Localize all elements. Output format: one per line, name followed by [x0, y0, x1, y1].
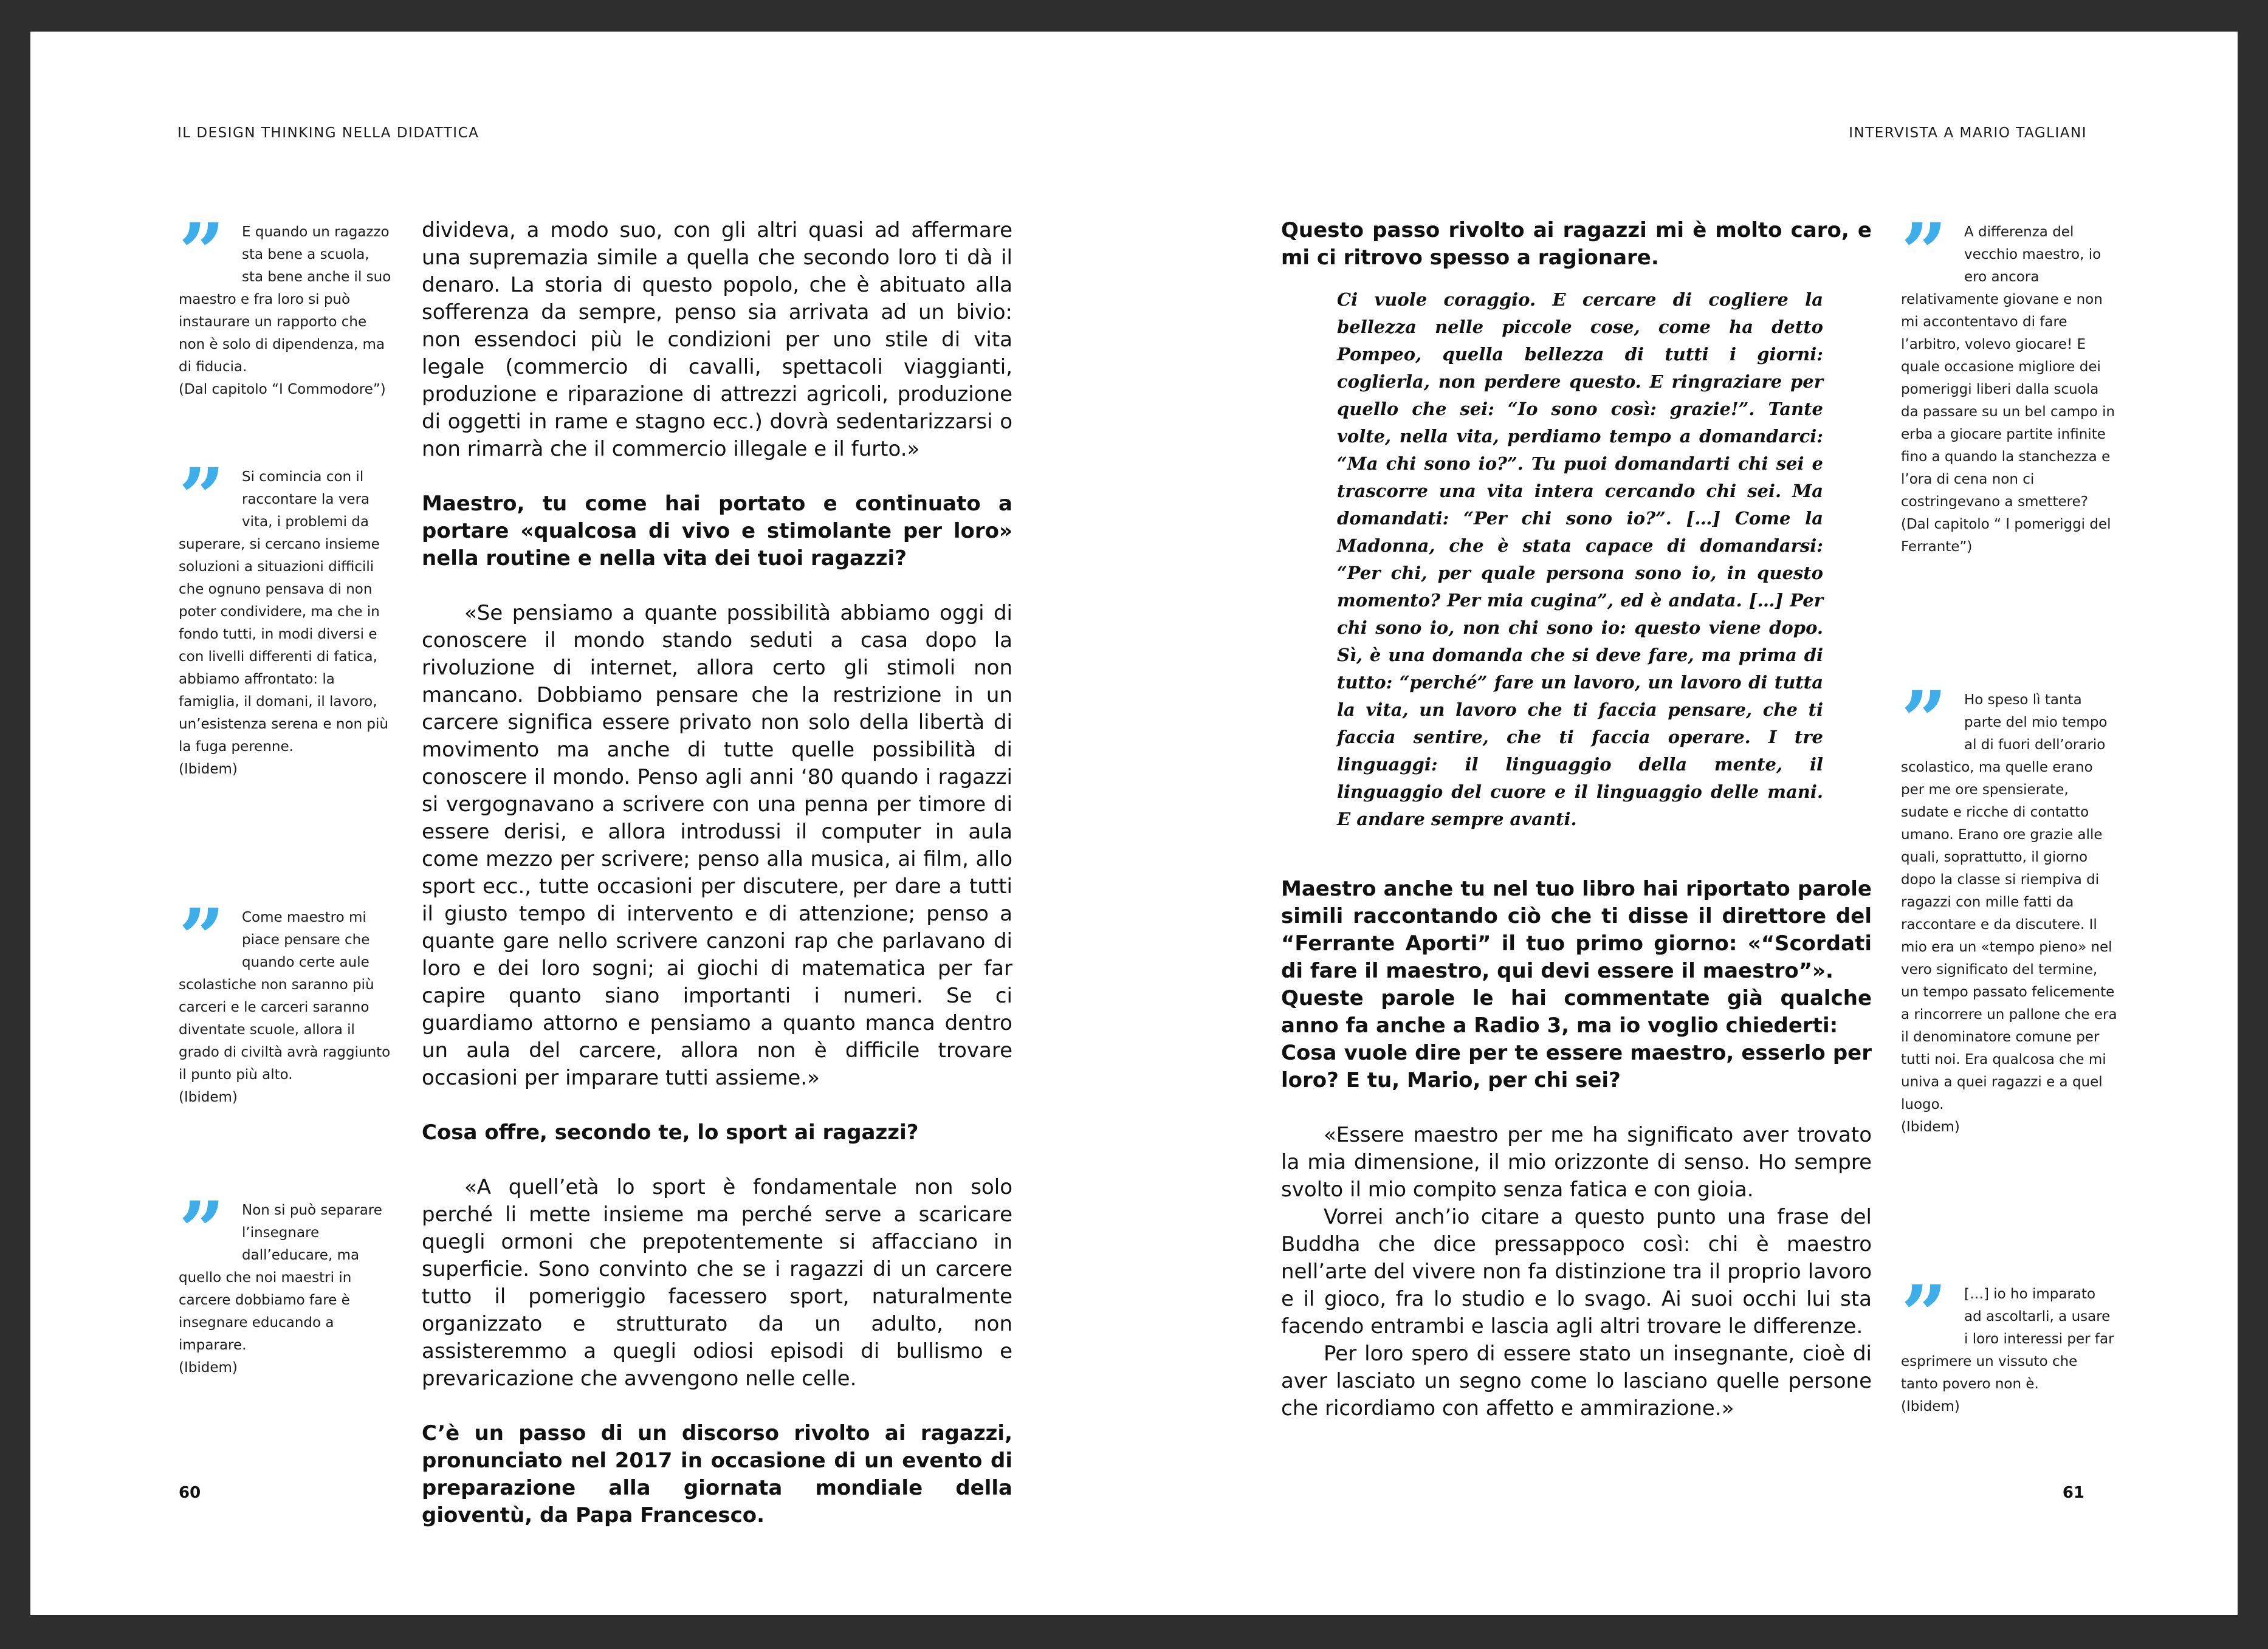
pull-quote — [179, 907, 395, 1109]
quote-mark-icon: ” — [179, 1198, 220, 1246]
page-number-right: 61 — [2062, 1484, 2084, 1502]
book-spread — [30, 32, 2238, 1615]
pull-quote-source: (Dal capitolo “I Commodore”) — [179, 382, 386, 397]
interview-question: Cosa vuole dire per te essere maestro, esserlo per loro? E tu, Mario, per chi sei? — [1281, 1041, 1872, 1092]
pull-quote-source: (Ibidem) — [179, 1089, 238, 1105]
pull-quote-source: (Ibidem) — [1901, 1399, 1960, 1414]
pull-quote-source: (Ibidem) — [179, 761, 238, 777]
quote-mark-icon: ” — [179, 220, 220, 267]
pull-quote-text: A differenza del vecchio maestro, io ero ancora relativamente giovane e non mi accontentavo di fare l’arbitro, volevo giocare! E quale occasione migliore dei pomeriggi liberi dalla scuola da passare su un bel campo in erba a giocare partite infinite fino a quando la stanchezza e l’ora di cena non ci costringevano a smettere? — [1901, 224, 2115, 510]
body-paragraph: divideva, a modo suo, con gli altri quasi ad affermare una supremazia simile a quella che secondo loro ti dà il denaro. La storia di questo popolo, che è abituato alla sofferenza da sempre, penso sia arrivata ad un bivio: non essendoci più le condizioni per uno stile di vita legale (commercio di cavalli, spettacoli viaggianti, produzione e riparazione di attrezzi agricoli, produzione di oggetti in rame e stagno ecc.) dovrà sedentarizzarsi o non rimarrà che il commercio illegale e il furto.» — [422, 218, 1012, 461]
interview-question: Queste parole le hai commentate già qualche anno fa anche a Radio 3, ma io voglio chiederti: — [1281, 986, 1872, 1038]
interview-answer: «A quell’età lo sport è fondamentale non solo perché li mette insieme ma perché serve a scaricare quegli ormoni che prepotentemente si affacciano in superficie. Sono convinto che se i ragazzi di un carcere tutto il pomeriggio facessero sport, naturalmente organizzato e strutturato da un adulto, non assisteremmo a quegli odiosi episodi di bullismo e prevaricazione che avvengono nelle celle. — [422, 1175, 1012, 1391]
interview-answer: «Essere maestro per me ha significato aver trovato la mia dimensione, il mio orizzonte di senso. Ho sempre svolto il mio compito senza fatica e con gioia. — [1281, 1123, 1872, 1202]
main-text-column — [422, 217, 1012, 1529]
interview-question: C’è un passo di un discorso rivolto ai ragazzi, pronunciato nel 2017 in occasione di un evento di preparazione alla giornata mondiale della gioventù, da Papa Francesco. — [422, 1421, 1012, 1527]
pull-quote-text: Come maestro mi piace pensare che quando certe aule scolastiche non saranno più carceri e le carceri saranno diventate scuole, allora il grado di civiltà avrà raggiunto il punto più alto. — [179, 910, 391, 1083]
left-page — [30, 32, 1134, 1615]
interview-answer: Per loro spero di essere stato un insegnante, cioè di aver lasciato un segno come lo lasciano quelle persone che ricordiamo con affetto e ammirazione.» — [1281, 1342, 1872, 1421]
interview-answer: «Se pensiamo a quante possibilità abbiamo oggi di conoscere il mondo stando seduti a casa dopo la rivoluzione di internet, allora certo gli stimoli non mancano. Dobbiamo pensare che la restrizione in un carcere significa essere privato non solo della libertà di movimento ma anche di tutte quelle possibilità di conoscere il mondo. Penso agli anni ‘80 quando i ragazzi si vergognavano a scrivere con una penna per timore di essere derisi, e allora introdussi il computer in aula come mezzo per scrivere; penso alla musica, ai film, allo sport ecc., tutte occasioni per discutere, per dare a tutti il giusto tempo di intervento e di attenzione; penso a quante gare nello scrivere canzoni rap che parlavano di loro e dei loro sogni; ai giochi di matematica per far capire quanto siano importanti i numeri. Se ci guardiamo attorno e pensiamo a quanto manca dentro un aula del carcere, allora non è difficile trovare occasioni per imparare tutti assieme.» — [422, 601, 1012, 1090]
quote-mark-icon: ” — [1901, 220, 1942, 267]
quote-mark-icon: ” — [179, 465, 220, 512]
pull-quote-text: […] io ho imparato ad ascoltarli, a usare i loro interessi per far esprimere un vissuto che tanto povero non è. — [1901, 1286, 2114, 1392]
interview-question: Cosa offre, secondo te, lo sport ai ragazzi? — [422, 1120, 919, 1145]
pull-quote — [179, 466, 395, 781]
page-number-left: 60 — [179, 1484, 201, 1502]
pull-quote-text: Ho speso lì tanta parte del mio tempo al di fuori dell’orario scolastico, ma quelle erano per me ore spensierate, sudate e ricche di contatto umano. Erano ore grazie alle quali, soprattutto, il giorno dopo la classe si riempiva di ragazzi con mille fatti da raccontare e da discutere. Il mio era un «tempo pieno» nel vero significato del termine, un tempo passato felicemente a rincorrere un pallone che era il denominatore comune per tutti noi. Era qualcosa che mi univa a quei ragazzi e a quel luogo. — [1901, 692, 2117, 1112]
running-head-right: INTERVISTA A MARIO TAGLIANI — [1849, 125, 2087, 141]
pull-quote — [1901, 221, 2117, 558]
pull-quote — [1901, 689, 2117, 1139]
main-text-column — [1281, 217, 1872, 1422]
pull-quote-source: (Ibidem) — [179, 1360, 238, 1376]
right-page — [1134, 32, 2238, 1615]
running-head-left: IL DESIGN THINKING NELLA DIDATTICA — [177, 125, 479, 141]
pull-quote-text: E quando un ragazzo sta bene a scuola, sta bene anche il suo maestro e fra loro si può instaurare un rapporto che non è solo di dipendenza, ma di fiducia. — [179, 224, 391, 375]
quote-mark-icon: ” — [1901, 1282, 1942, 1329]
quote-mark-icon: ” — [179, 905, 220, 953]
block-quote: Ci vuole coraggio. E cercare di cogliere la bellezza nelle piccole cose, come ha detto Pompeo, quella bellezza di tutti i giorni: coglierla, non perdere questo. E ringraziare per quello che sei: “Io sono così: grazie!”. Tante volte, nella vita, perdiamo tempo a domandarci: “Ma chi sono io?”. Tu puoi domandarti chi sei e trascorre una vita intera cercando chi sei. Ma domandati: “Per chi sono io?”. […] Come la Madonna, che è stata capace di domandarsi: “Per chi, per quale persona sono io, in questo momento? Per mia cugina”, ed è andata. […] Per chi sono io, non chi sono io: questo viene dopo. Sì, è una domanda che si deve fare, ma prima di tutto: “perché” fare un lavoro, un lavoro di tutta la vita, un lavoro che ti faccia pensare, che ti faccia sentire, che ti faccia operare. I tre linguaggi: il linguaggio della mente, il linguaggio del cuore e il linguaggio delle mani. E andare sempre avanti. — [1337, 289, 1823, 829]
quote-mark-icon: ” — [1901, 688, 1942, 735]
interview-question: Maestro anche tu nel tuo libro hai riportato parole simili raccontando ciò che ti disse il direttore del “Ferrante Aporti” il tuo primo giorno: «“Scordati di fare il maestro, qui devi essere il maestro”». — [1281, 877, 1872, 983]
pull-quote — [179, 1199, 395, 1379]
pull-quote-text: Si comincia con il raccontare la vera vita, i problemi da superare, si cercano insieme soluzioni a situazioni difficili che ognuno pensava di non poter condividere, ma che in fondo tutti, in modi diversi e con livelli differenti di fatica, abbiamo affrontato: la famiglia, il domani, il lavoro, un’esistenza serena e non più la fuga perenne. — [179, 469, 388, 755]
pull-quote — [179, 221, 395, 401]
pull-quote-source: (Ibidem) — [1901, 1119, 1960, 1135]
interview-answer: Vorrei anch’io citare a questo punto una frase del Buddha che dice pressappoco così: chi è maestro nell’arte del vivere non fa distinzione tra il proprio lavoro e il gioco, fra lo studio e lo svago. Ai suoi occhi lui sta facendo entrambi e lascia agli altri trovare le differenze. — [1281, 1205, 1872, 1339]
pull-quote-source: (Dal capitolo “ I pomeriggi del Ferrante”) — [1901, 516, 2111, 555]
pull-quote — [1901, 1283, 2117, 1418]
pull-quote-text: Non si può separare l’insegnare dall’educare, ma quello che noi maestri in carcere dobbiamo fare è insegnare educando a imparare. — [179, 1202, 382, 1353]
interview-question: Questo passo rivolto ai ragazzi mi è molto caro, e mi ci ritrovo spesso a ragionare. — [1281, 218, 1872, 270]
interview-question: Maestro, tu come hai portato e continuato a portare «qualcosa di vivo e stimolante per loro» nella routine e nella vita dei tuoi ragazzi? — [422, 492, 1012, 571]
